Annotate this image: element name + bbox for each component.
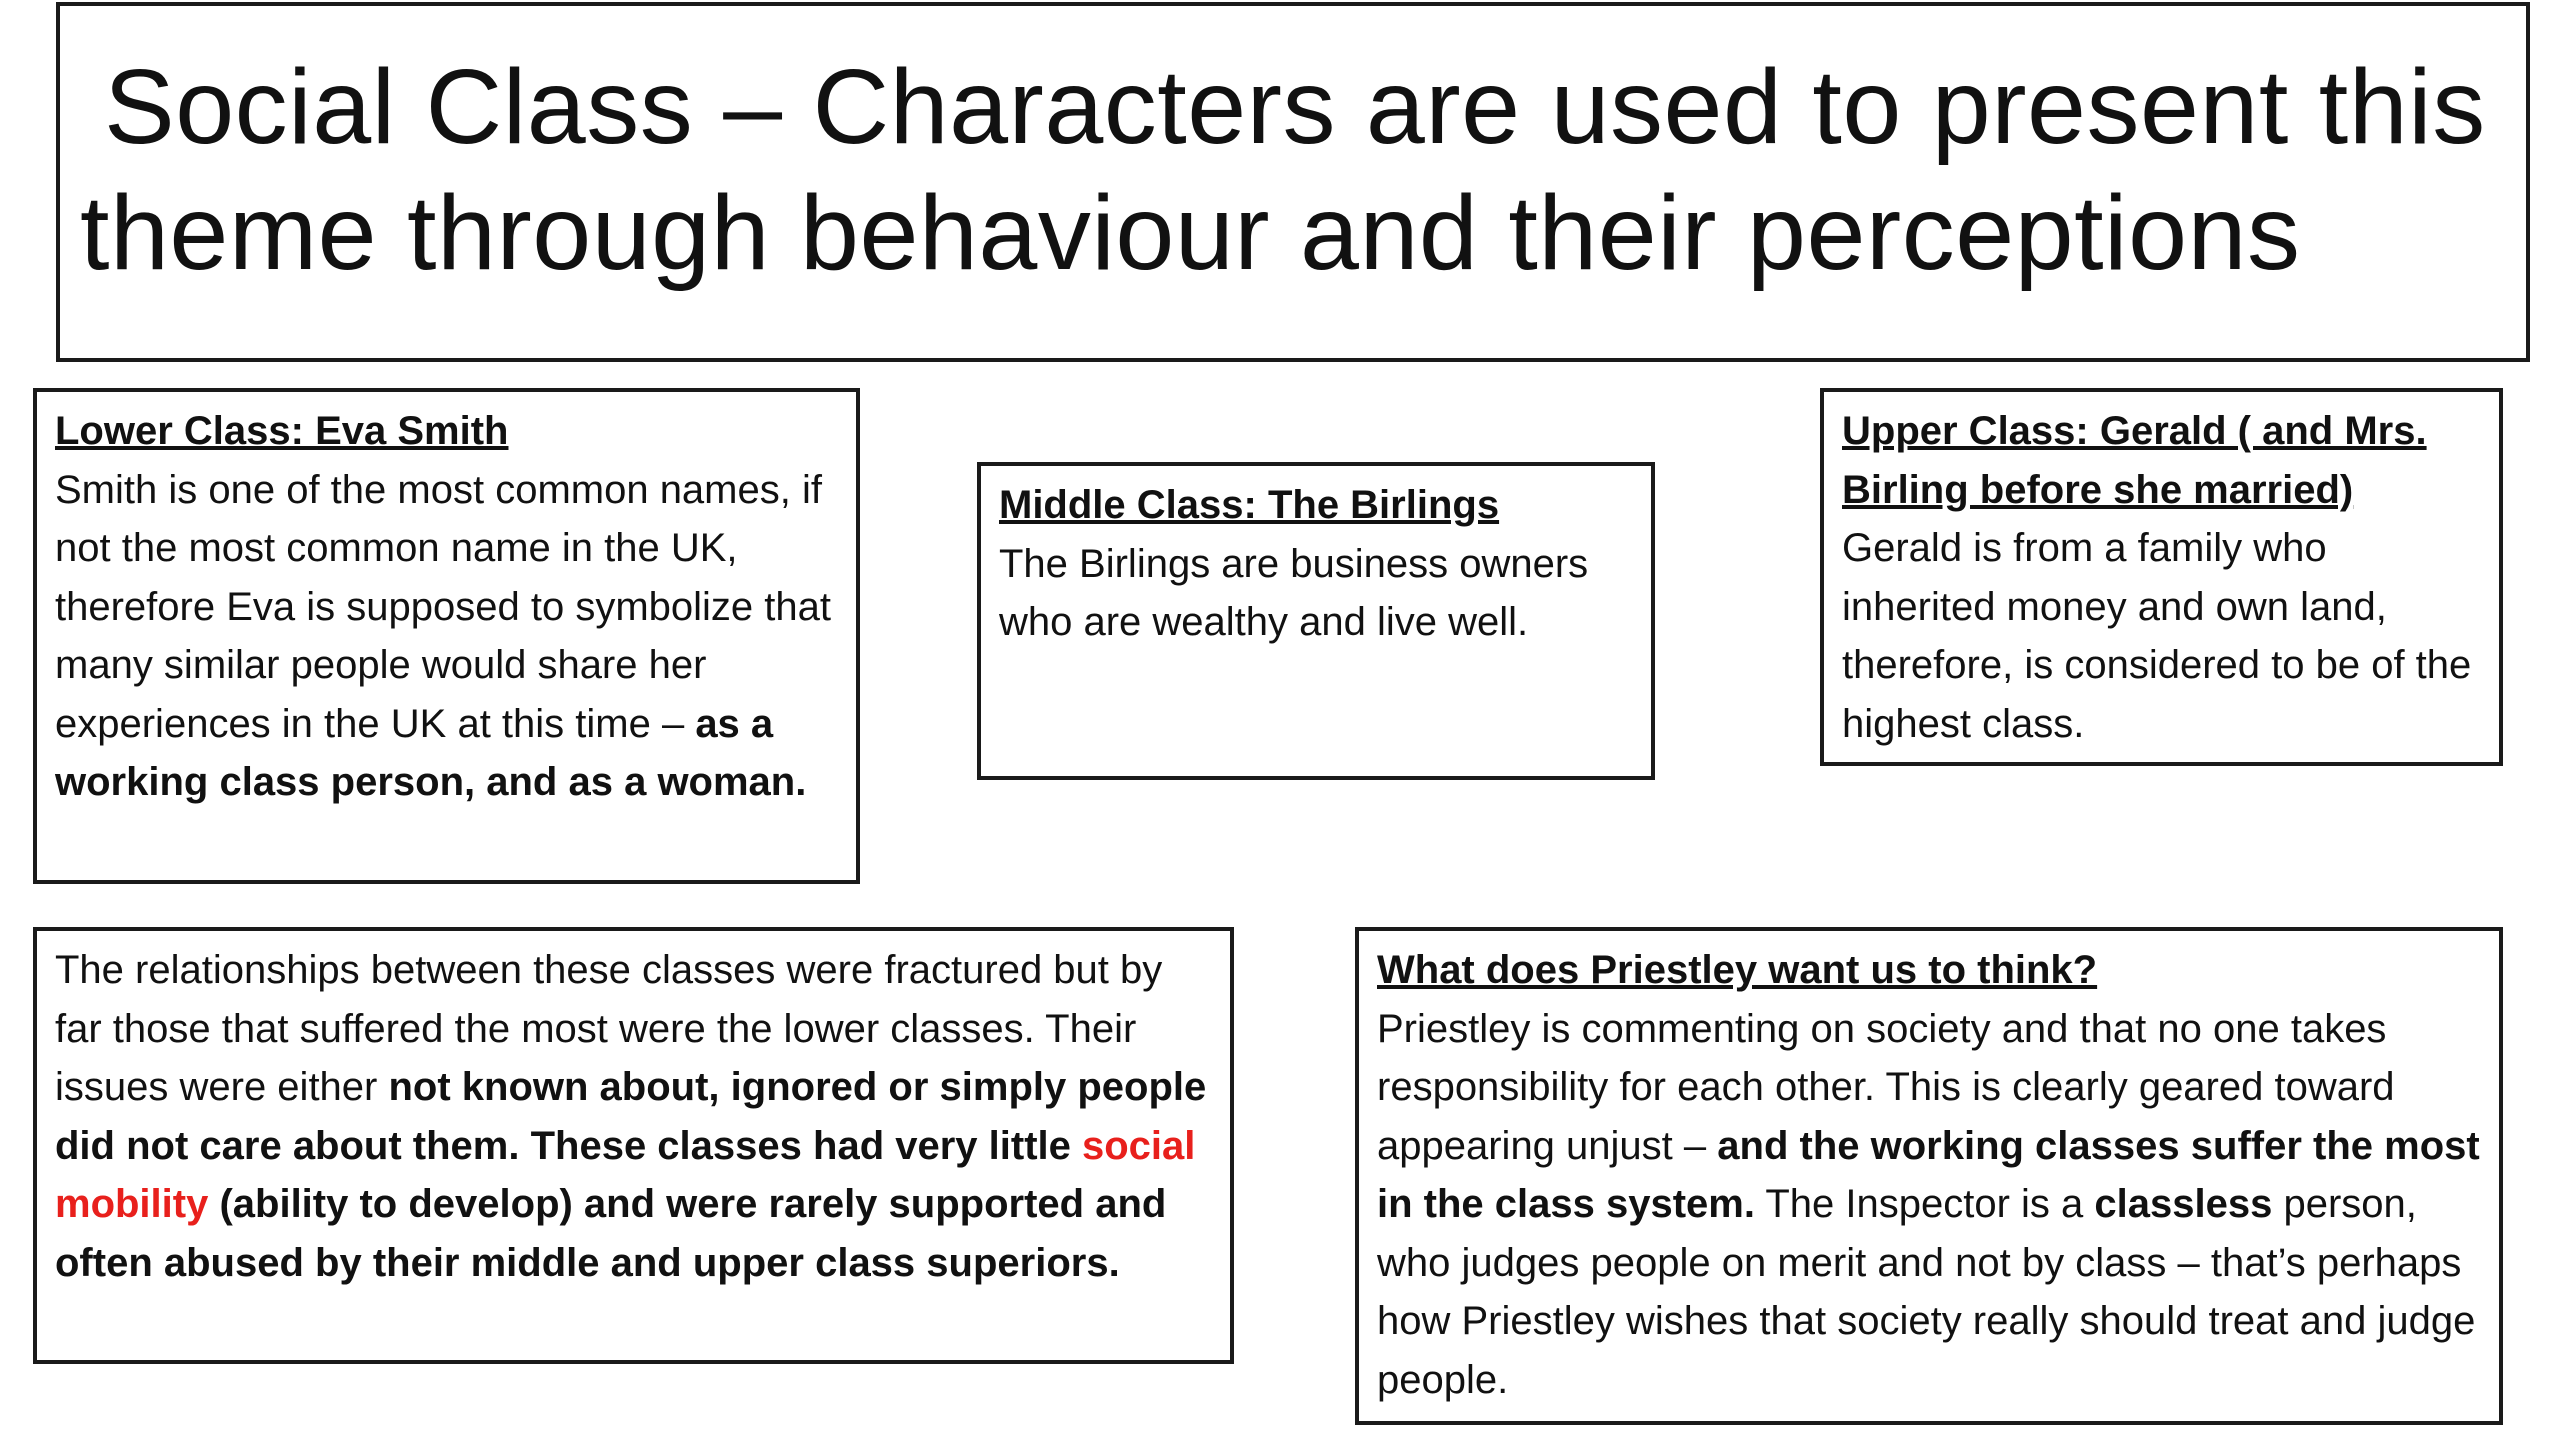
title-bold-part: Social Class — [104, 48, 694, 166]
middle-class-heading: Middle Class: The Birlings — [999, 483, 1500, 527]
relationships-bold1: not known about, ignored or simply people did not care about them. These classes had very little — [55, 1065, 1207, 1168]
priestley-heading: What does Priestley want us to think? — [1377, 948, 2098, 992]
middle-class-text — [981, 476, 1651, 652]
lower-class-body-bold: as a working class person, and as a woman. — [55, 701, 807, 804]
lower-class-card — [33, 388, 860, 884]
relationships-bold2: (ability to develop) and were rarely supported and often abused by their middle and upper class superiors. — [55, 1182, 1167, 1285]
lower-class-text — [37, 402, 856, 812]
priestley-text2: The Inspector is a — [1754, 1182, 2095, 1226]
social-mobility-highlight: social mobility — [55, 1123, 1196, 1226]
priestley-text1: Priestley is commenting on society and that no one takes responsibility for each other. This is clearly geared toward appearing unjust – — [1377, 1006, 2395, 1168]
lower-class-heading: Lower Class: Eva Smith — [55, 409, 509, 453]
relationships-text1: The relationships between these classes were fractured but by far those that suffered the most were the lower classes. Their issues were either — [55, 948, 1163, 1109]
relationships-card — [33, 927, 1234, 1364]
middle-class-body: The Birlings are business owners who are wealthy and live well. — [999, 541, 1589, 644]
upper-class-body: Gerald is from a family who inherited money and own land, therefore, is considered to be of the highest class. — [1842, 526, 2472, 746]
title-rest-line2: theme through behaviour and their perceptions — [80, 174, 2301, 292]
upper-class-text — [1824, 402, 2499, 753]
priestley-bold1: and the working classes suffer the most in the class system. — [1377, 1123, 2480, 1226]
upper-class-card — [1820, 388, 2503, 766]
title-box — [56, 2, 2530, 362]
title-rest-line1: – Characters are used to present this — [693, 48, 2486, 166]
priestley-card — [1355, 927, 2503, 1425]
priestley-bold2: classless — [2094, 1182, 2273, 1226]
slide-title — [80, 44, 2506, 296]
upper-class-heading: Upper Class: Gerald ( and Mrs. Birling before she married) — [1842, 409, 2427, 512]
lower-class-body: Smith is one of the most common names, if not the most common name in the UK, therefore Eva is supposed to symbolize that many similar people would share her experiences in the UK at this time – — [55, 467, 831, 746]
priestley-text — [1359, 941, 2499, 1409]
priestley-text3: person, who judges people on merit and not by class – that’s perhaps how Priestley wishes that society really should treat and judge people. — [1377, 1182, 2476, 1402]
relationships-text — [37, 941, 1230, 1292]
middle-class-card — [977, 462, 1655, 780]
